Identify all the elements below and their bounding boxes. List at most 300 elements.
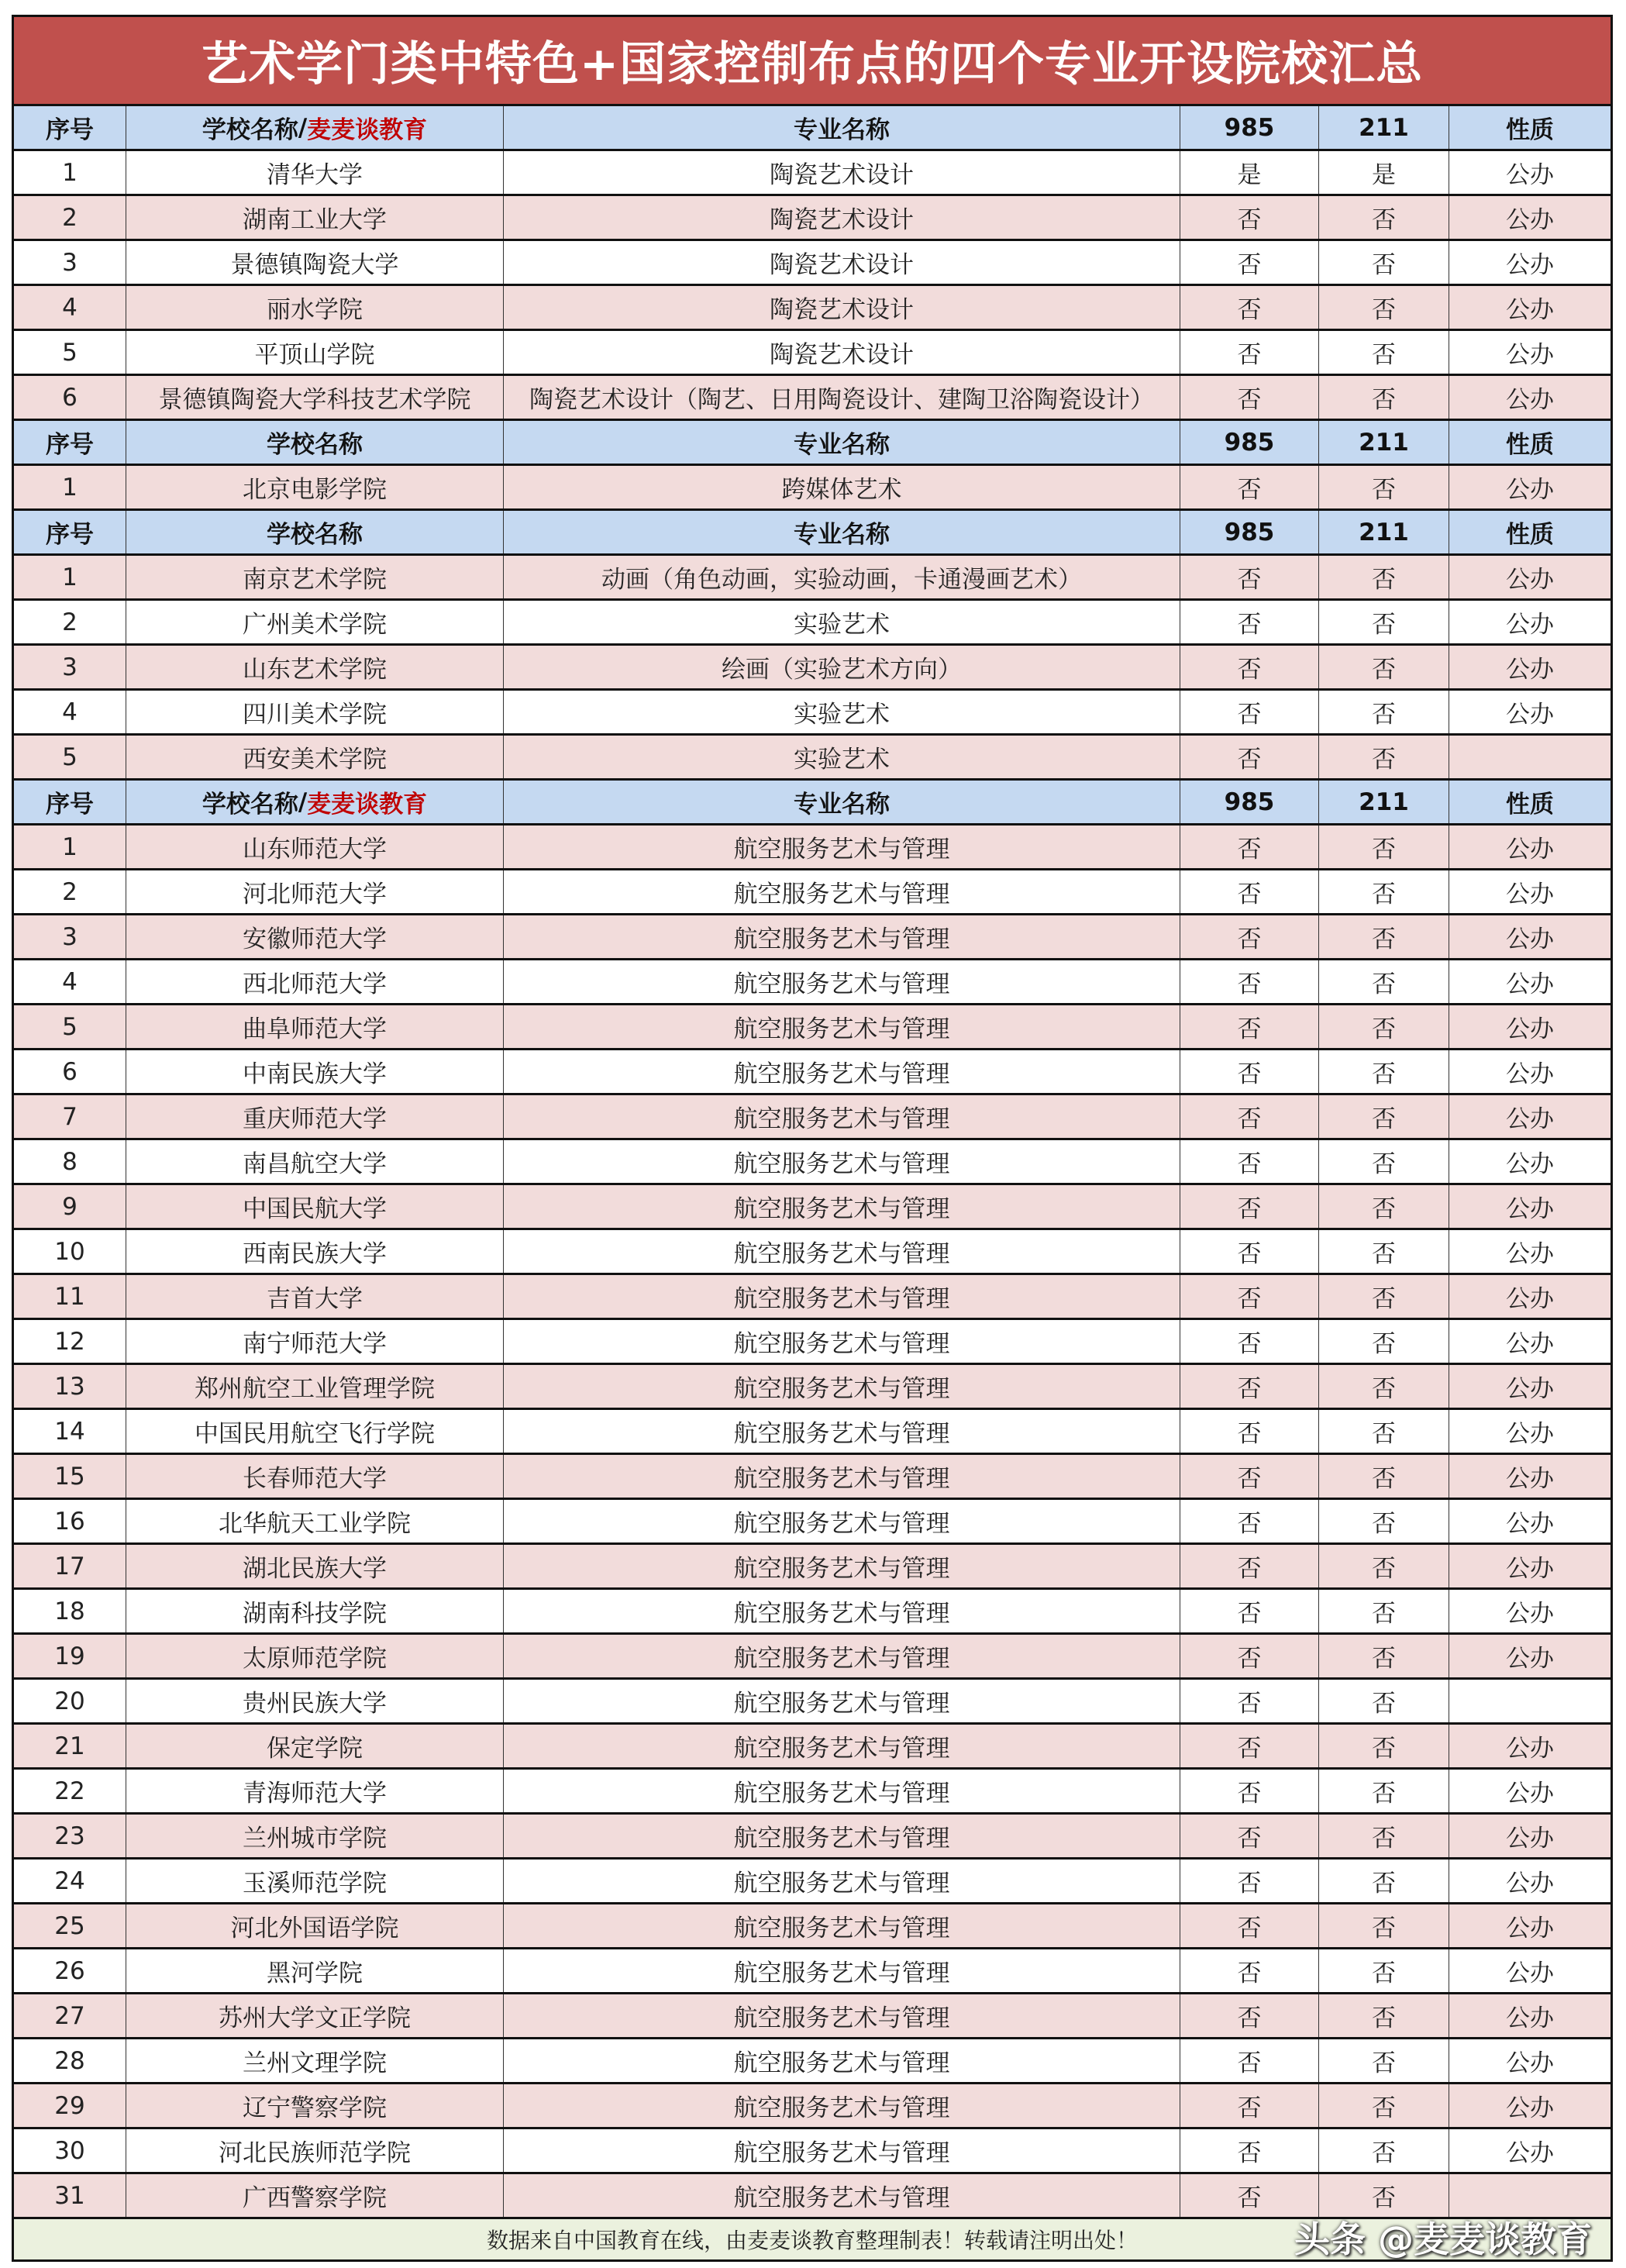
cell-school: 河北外国语学院 xyxy=(126,1904,504,1947)
cell-school: 河北民族师范学院 xyxy=(126,2129,504,2172)
table-row xyxy=(14,1320,1610,1365)
cell-school: 曲阜师范大学 xyxy=(126,1005,504,1048)
cell-school: 太原师范学院 xyxy=(126,1635,504,1677)
cell-type: 公办 xyxy=(1506,1015,1554,1043)
table-row xyxy=(14,2129,1610,2174)
summary-table xyxy=(12,15,1613,2262)
cell-school: 广州美术学院 xyxy=(126,601,504,643)
cell-major: 陶瓷艺术设计 xyxy=(504,286,1180,329)
table-row xyxy=(14,556,1610,601)
cell-index: 3 xyxy=(14,915,126,958)
cell-985: 否 xyxy=(1180,1545,1319,1587)
header-school-label: 学校名称 xyxy=(202,116,298,144)
cell-index: 30 xyxy=(14,2129,126,2172)
cell-major: 航空服务艺术与管理 xyxy=(504,1365,1180,1408)
cell-211: 否 xyxy=(1319,1725,1449,1767)
cell-school: 保定学院 xyxy=(126,1725,504,1767)
cell-type: 公办 xyxy=(1506,206,1554,234)
cell-major: 航空服务艺术与管理 xyxy=(504,1635,1180,1677)
cell-985: 否 xyxy=(1180,2084,1319,2127)
cell-211: 否 xyxy=(1319,2129,1449,2172)
cell-type: 公办 xyxy=(1506,2094,1554,2122)
table-row xyxy=(14,2039,1610,2084)
cell-985: 否 xyxy=(1180,1140,1319,1183)
table-title: 艺术学门类中特色+国家控制布点的四个专业开设院校汇总 xyxy=(14,17,1610,106)
table-footer-note: 数据来自中国教育在线，由麦麦谈教育整理制表！转载请注明出处！ xyxy=(486,2228,1138,2253)
cell-index: 2 xyxy=(14,870,126,913)
cell-985: 否 xyxy=(1180,1005,1319,1048)
cell-211: 否 xyxy=(1319,466,1449,508)
cell-type: 公办 xyxy=(1506,476,1554,504)
cell-type: 公办 xyxy=(1506,1555,1554,1583)
table-body xyxy=(14,106,1610,2219)
cell-985: 否 xyxy=(1180,1275,1319,1318)
cell-211: 否 xyxy=(1319,196,1449,239)
table-row xyxy=(14,1949,1610,1994)
cell-211: 否 xyxy=(1319,1365,1449,1408)
header-major: 专业名称 xyxy=(504,106,1180,149)
cell-type: 公办 xyxy=(1506,386,1554,414)
table-row xyxy=(14,1230,1610,1275)
cell-211: 否 xyxy=(1319,1590,1449,1632)
cell-index: 1 xyxy=(14,556,126,598)
cell-type xyxy=(1449,1680,1610,1722)
cell-school: 西南民族大学 xyxy=(126,1230,504,1273)
cell-211: 否 xyxy=(1319,331,1449,374)
cell-type: 公办 xyxy=(1506,1870,1554,1897)
cell-major: 航空服务艺术与管理 xyxy=(504,2174,1180,2217)
header-school: 学校名称 xyxy=(126,511,504,553)
table-row xyxy=(14,691,1610,736)
cell-985: 否 xyxy=(1180,646,1319,688)
cell-211: 否 xyxy=(1319,376,1449,419)
cell-index: 2 xyxy=(14,601,126,643)
cell-major: 航空服务艺术与管理 xyxy=(504,1320,1180,1363)
cell-985: 否 xyxy=(1180,1365,1319,1408)
cell-type: 公办 xyxy=(1506,1510,1554,1538)
cell-985: 否 xyxy=(1180,376,1319,419)
cell-school: 北华航天工业学院 xyxy=(126,1500,504,1542)
header-211: 211 xyxy=(1319,106,1449,149)
cell-985: 否 xyxy=(1180,870,1319,913)
table-row xyxy=(14,1455,1610,1500)
cell-index: 25 xyxy=(14,1904,126,1947)
table-row xyxy=(14,1590,1610,1635)
cell-major: 航空服务艺术与管理 xyxy=(504,1005,1180,1048)
cell-index: 9 xyxy=(14,1185,126,1228)
cell-school: 长春师范大学 xyxy=(126,1455,504,1498)
cell-211: 否 xyxy=(1319,960,1449,1003)
cell-major: 航空服务艺术与管理 xyxy=(504,1455,1180,1498)
cell-type: 公办 xyxy=(1506,1330,1554,1358)
cell-type: 公办 xyxy=(1506,1060,1554,1088)
header-row xyxy=(14,421,1610,466)
header-index: 序号 xyxy=(14,781,126,823)
table-row xyxy=(14,1770,1610,1815)
cell-211: 否 xyxy=(1319,556,1449,598)
cell-major: 实验艺术 xyxy=(504,601,1180,643)
cell-major: 航空服务艺术与管理 xyxy=(504,1994,1180,2037)
cell-index: 5 xyxy=(14,1005,126,1048)
cell-211: 否 xyxy=(1319,2084,1449,2127)
table-row xyxy=(14,1545,1610,1590)
table-row xyxy=(14,1365,1610,1410)
cell-211: 否 xyxy=(1319,870,1449,913)
cell-211: 否 xyxy=(1319,1050,1449,1093)
cell-type: 公办 xyxy=(1506,1420,1554,1448)
cell-985: 否 xyxy=(1180,331,1319,374)
cell-index: 3 xyxy=(14,241,126,284)
header-type: 性质 xyxy=(1506,521,1554,549)
cell-211: 是 xyxy=(1319,151,1449,194)
cell-211: 否 xyxy=(1319,2039,1449,2082)
cell-index: 4 xyxy=(14,286,126,329)
cell-school: 中国民航大学 xyxy=(126,1185,504,1228)
cell-211: 否 xyxy=(1319,646,1449,688)
cell-type: 公办 xyxy=(1506,1960,1554,1987)
cell-major: 陶瓷艺术设计 xyxy=(504,331,1180,374)
cell-major: 陶瓷艺术设计 xyxy=(504,241,1180,284)
cell-type: 公办 xyxy=(1506,611,1554,639)
cell-school: 玉溪师范学院 xyxy=(126,1860,504,1902)
cell-major: 实验艺术 xyxy=(504,736,1180,778)
cell-type: 公办 xyxy=(1506,2004,1554,2032)
header-major: 专业名称 xyxy=(504,421,1180,464)
cell-school: 丽水学院 xyxy=(126,286,504,329)
cell-major: 航空服务艺术与管理 xyxy=(504,1230,1180,1273)
cell-school: 辽宁警察学院 xyxy=(126,2084,504,2127)
cell-index: 23 xyxy=(14,1815,126,1857)
cell-211: 否 xyxy=(1319,1680,1449,1722)
cell-985: 否 xyxy=(1180,1994,1319,2037)
cell-major: 航空服务艺术与管理 xyxy=(504,1725,1180,1767)
header-row xyxy=(14,781,1610,826)
cell-211: 否 xyxy=(1319,1095,1449,1138)
cell-985: 否 xyxy=(1180,1725,1319,1767)
table-row xyxy=(14,196,1610,241)
cell-985: 否 xyxy=(1180,1095,1319,1138)
cell-index: 20 xyxy=(14,1680,126,1722)
cell-index: 31 xyxy=(14,2174,126,2217)
cell-type: 公办 xyxy=(1506,925,1554,953)
table-row xyxy=(14,1815,1610,1860)
header-type: 性质 xyxy=(1506,431,1554,459)
cell-type: 公办 xyxy=(1506,296,1554,324)
table-row xyxy=(14,1994,1610,2039)
cell-211: 否 xyxy=(1319,1140,1449,1183)
cell-type xyxy=(1449,736,1610,778)
cell-school: 兰州城市学院 xyxy=(126,1815,504,1857)
cell-index: 29 xyxy=(14,2084,126,2127)
cell-985: 否 xyxy=(1180,960,1319,1003)
header-row xyxy=(14,106,1610,151)
cell-school: 西北师范大学 xyxy=(126,960,504,1003)
cell-index: 1 xyxy=(14,151,126,194)
cell-type: 公办 xyxy=(1506,1600,1554,1628)
header-index: 序号 xyxy=(14,106,126,149)
header-211: 211 xyxy=(1319,421,1449,464)
cell-211: 否 xyxy=(1319,1815,1449,1857)
cell-985: 否 xyxy=(1180,1185,1319,1228)
cell-major: 航空服务艺术与管理 xyxy=(504,826,1180,868)
header-school xyxy=(126,781,504,823)
cell-type: 公办 xyxy=(1506,1150,1554,1178)
table-row xyxy=(14,1680,1610,1725)
cell-211: 否 xyxy=(1319,1320,1449,1363)
table-row xyxy=(14,870,1610,915)
header-index: 序号 xyxy=(14,511,126,553)
cell-index: 16 xyxy=(14,1500,126,1542)
cell-school: 湖南科技学院 xyxy=(126,1590,504,1632)
cell-major: 绘画（实验艺术方向） xyxy=(504,646,1180,688)
cell-985: 否 xyxy=(1180,1949,1319,1992)
cell-index: 1 xyxy=(14,466,126,508)
cell-type: 公办 xyxy=(1506,1645,1554,1673)
cell-211: 否 xyxy=(1319,691,1449,733)
cell-school: 景德镇陶瓷大学 xyxy=(126,241,504,284)
cell-school: 重庆师范大学 xyxy=(126,1095,504,1138)
cell-school: 平顶山学院 xyxy=(126,331,504,374)
cell-211: 否 xyxy=(1319,1455,1449,1498)
table-row xyxy=(14,151,1610,196)
cell-major: 航空服务艺术与管理 xyxy=(504,1949,1180,1992)
cell-index: 15 xyxy=(14,1455,126,1498)
cell-major: 实验艺术 xyxy=(504,691,1180,733)
cell-major: 航空服务艺术与管理 xyxy=(504,1860,1180,1902)
cell-major: 航空服务艺术与管理 xyxy=(504,1185,1180,1228)
cell-211: 否 xyxy=(1319,601,1449,643)
cell-985: 否 xyxy=(1180,1410,1319,1453)
cell-school: 南昌航空大学 xyxy=(126,1140,504,1183)
cell-major: 航空服务艺术与管理 xyxy=(504,1275,1180,1318)
cell-type: 公办 xyxy=(1506,341,1554,369)
table-row xyxy=(14,1860,1610,1904)
cell-major: 航空服务艺术与管理 xyxy=(504,1410,1180,1453)
cell-type: 公办 xyxy=(1506,1780,1554,1808)
cell-985: 是 xyxy=(1180,151,1319,194)
cell-211: 否 xyxy=(1319,1904,1449,1947)
cell-major: 动画（角色动画，实验动画，卡通漫画艺术） xyxy=(504,556,1180,598)
cell-major: 跨媒体艺术 xyxy=(504,466,1180,508)
cell-211: 否 xyxy=(1319,915,1449,958)
header-brand: 麦麦谈教育 xyxy=(307,116,428,144)
cell-school: 吉首大学 xyxy=(126,1275,504,1318)
cell-school: 北京电影学院 xyxy=(126,466,504,508)
cell-type: 公办 xyxy=(1506,836,1554,863)
cell-index: 5 xyxy=(14,331,126,374)
cell-index: 26 xyxy=(14,1949,126,1992)
cell-type: 公办 xyxy=(1506,1195,1554,1223)
cell-type: 公办 xyxy=(1506,656,1554,684)
cell-school: 青海师范大学 xyxy=(126,1770,504,1812)
cell-type: 公办 xyxy=(1506,1285,1554,1313)
header-row xyxy=(14,511,1610,556)
cell-211: 否 xyxy=(1319,1994,1449,2037)
cell-index: 4 xyxy=(14,960,126,1003)
cell-school: 山东艺术学院 xyxy=(126,646,504,688)
cell-index: 1 xyxy=(14,826,126,868)
table-row xyxy=(14,601,1610,646)
cell-index: 13 xyxy=(14,1365,126,1408)
table-row xyxy=(14,376,1610,421)
header-school xyxy=(126,106,504,149)
cell-type: 公办 xyxy=(1506,1915,1554,1942)
cell-major: 陶瓷艺术设计（陶艺、日用陶瓷设计、建陶卫浴陶瓷设计） xyxy=(504,376,1180,419)
cell-index: 22 xyxy=(14,1770,126,1812)
cell-school: 黑河学院 xyxy=(126,1949,504,1992)
cell-985: 否 xyxy=(1180,1680,1319,1722)
cell-985: 否 xyxy=(1180,1860,1319,1902)
cell-school: 湖北民族大学 xyxy=(126,1545,504,1587)
header-type: 性质 xyxy=(1506,791,1554,819)
table-row xyxy=(14,1635,1610,1680)
cell-211: 否 xyxy=(1319,1005,1449,1048)
header-school: 学校名称 xyxy=(126,421,504,464)
cell-index: 4 xyxy=(14,691,126,733)
header-school-label: 学校名称 xyxy=(202,791,298,819)
table-row xyxy=(14,1410,1610,1455)
header-985: 985 xyxy=(1180,421,1319,464)
cell-985: 否 xyxy=(1180,1500,1319,1542)
table-row xyxy=(14,646,1610,691)
cell-211: 否 xyxy=(1319,1410,1449,1453)
table-row xyxy=(14,1904,1610,1949)
cell-985: 否 xyxy=(1180,2039,1319,2082)
cell-985: 否 xyxy=(1180,241,1319,284)
header-separator: / xyxy=(298,113,308,142)
cell-index: 8 xyxy=(14,1140,126,1183)
cell-type: 公办 xyxy=(1506,1735,1554,1763)
cell-major: 航空服务艺术与管理 xyxy=(504,2084,1180,2127)
cell-type: 公办 xyxy=(1506,566,1554,594)
cell-985: 否 xyxy=(1180,601,1319,643)
cell-211: 否 xyxy=(1319,241,1449,284)
cell-type: 公办 xyxy=(1506,2049,1554,2077)
cell-index: 5 xyxy=(14,736,126,778)
cell-major: 航空服务艺术与管理 xyxy=(504,1904,1180,1947)
watermark: 头条 @麦麦谈教育 xyxy=(1294,2219,1592,2259)
cell-index: 19 xyxy=(14,1635,126,1677)
cell-major: 航空服务艺术与管理 xyxy=(504,1770,1180,1812)
cell-index: 6 xyxy=(14,1050,126,1093)
cell-type: 公办 xyxy=(1506,1825,1554,1853)
table-row xyxy=(14,736,1610,781)
cell-type: 公办 xyxy=(1506,881,1554,908)
cell-985: 否 xyxy=(1180,1455,1319,1498)
cell-type: 公办 xyxy=(1506,251,1554,279)
cell-211: 否 xyxy=(1319,826,1449,868)
cell-school: 苏州大学文正学院 xyxy=(126,1994,504,2037)
header-211: 211 xyxy=(1319,511,1449,553)
cell-985: 否 xyxy=(1180,915,1319,958)
header-211: 211 xyxy=(1319,781,1449,823)
cell-211: 否 xyxy=(1319,1635,1449,1677)
cell-school: 河北师范大学 xyxy=(126,870,504,913)
table-row xyxy=(14,1185,1610,1230)
cell-index: 27 xyxy=(14,1994,126,2037)
cell-985: 否 xyxy=(1180,1770,1319,1812)
cell-school: 郑州航空工业管理学院 xyxy=(126,1365,504,1408)
table-row xyxy=(14,241,1610,286)
cell-211: 否 xyxy=(1319,286,1449,329)
cell-index: 21 xyxy=(14,1725,126,1767)
cell-school: 山东师范大学 xyxy=(126,826,504,868)
table-row xyxy=(14,1500,1610,1545)
cell-211: 否 xyxy=(1319,1860,1449,1902)
cell-school: 南京艺术学院 xyxy=(126,556,504,598)
cell-index: 12 xyxy=(14,1320,126,1363)
table-row xyxy=(14,960,1610,1005)
cell-major: 航空服务艺术与管理 xyxy=(504,1815,1180,1857)
cell-major: 陶瓷艺术设计 xyxy=(504,196,1180,239)
cell-211: 否 xyxy=(1319,736,1449,778)
cell-major: 航空服务艺术与管理 xyxy=(504,1140,1180,1183)
cell-type: 公办 xyxy=(1506,1240,1554,1268)
cell-school: 四川美术学院 xyxy=(126,691,504,733)
cell-type: 公办 xyxy=(1506,2139,1554,2167)
table-row xyxy=(14,1050,1610,1095)
cell-major: 航空服务艺术与管理 xyxy=(504,2129,1180,2172)
cell-211: 否 xyxy=(1319,1230,1449,1273)
cell-school: 贵州民族大学 xyxy=(126,1680,504,1722)
cell-211: 否 xyxy=(1319,1545,1449,1587)
table-row xyxy=(14,1140,1610,1185)
cell-school: 中南民族大学 xyxy=(126,1050,504,1093)
cell-985: 否 xyxy=(1180,736,1319,778)
cell-211: 否 xyxy=(1319,1275,1449,1318)
cell-211: 否 xyxy=(1319,1500,1449,1542)
cell-major: 航空服务艺术与管理 xyxy=(504,870,1180,913)
cell-index: 11 xyxy=(14,1275,126,1318)
table-row xyxy=(14,331,1610,376)
cell-index: 28 xyxy=(14,2039,126,2082)
cell-type: 公办 xyxy=(1506,1105,1554,1133)
header-separator: / xyxy=(298,788,308,816)
cell-985: 否 xyxy=(1180,196,1319,239)
cell-index: 18 xyxy=(14,1590,126,1632)
header-985: 985 xyxy=(1180,781,1319,823)
table-row xyxy=(14,915,1610,960)
cell-index: 10 xyxy=(14,1230,126,1273)
cell-985: 否 xyxy=(1180,1635,1319,1677)
cell-985: 否 xyxy=(1180,1320,1319,1363)
cell-school: 湖南工业大学 xyxy=(126,196,504,239)
header-985: 985 xyxy=(1180,511,1319,553)
header-index: 序号 xyxy=(14,421,126,464)
cell-major: 航空服务艺术与管理 xyxy=(504,1500,1180,1542)
cell-school: 景德镇陶瓷大学科技艺术学院 xyxy=(126,376,504,419)
header-brand: 麦麦谈教育 xyxy=(307,791,428,819)
cell-985: 否 xyxy=(1180,1050,1319,1093)
cell-index: 17 xyxy=(14,1545,126,1587)
cell-index: 7 xyxy=(14,1095,126,1138)
cell-school: 中国民用航空飞行学院 xyxy=(126,1410,504,1453)
cell-major: 航空服务艺术与管理 xyxy=(504,1680,1180,1722)
cell-type: 公办 xyxy=(1506,701,1554,729)
table-row xyxy=(14,1095,1610,1140)
cell-985: 否 xyxy=(1180,466,1319,508)
cell-school: 广西警察学院 xyxy=(126,2174,504,2217)
table-row xyxy=(14,2084,1610,2129)
table-row xyxy=(14,1005,1610,1050)
cell-type: 公办 xyxy=(1506,1375,1554,1403)
cell-major: 航空服务艺术与管理 xyxy=(504,2039,1180,2082)
cell-school: 清华大学 xyxy=(126,151,504,194)
cell-985: 否 xyxy=(1180,2129,1319,2172)
cell-major: 航空服务艺术与管理 xyxy=(504,1050,1180,1093)
cell-major: 航空服务艺术与管理 xyxy=(504,1545,1180,1587)
cell-type: 公办 xyxy=(1506,161,1554,189)
